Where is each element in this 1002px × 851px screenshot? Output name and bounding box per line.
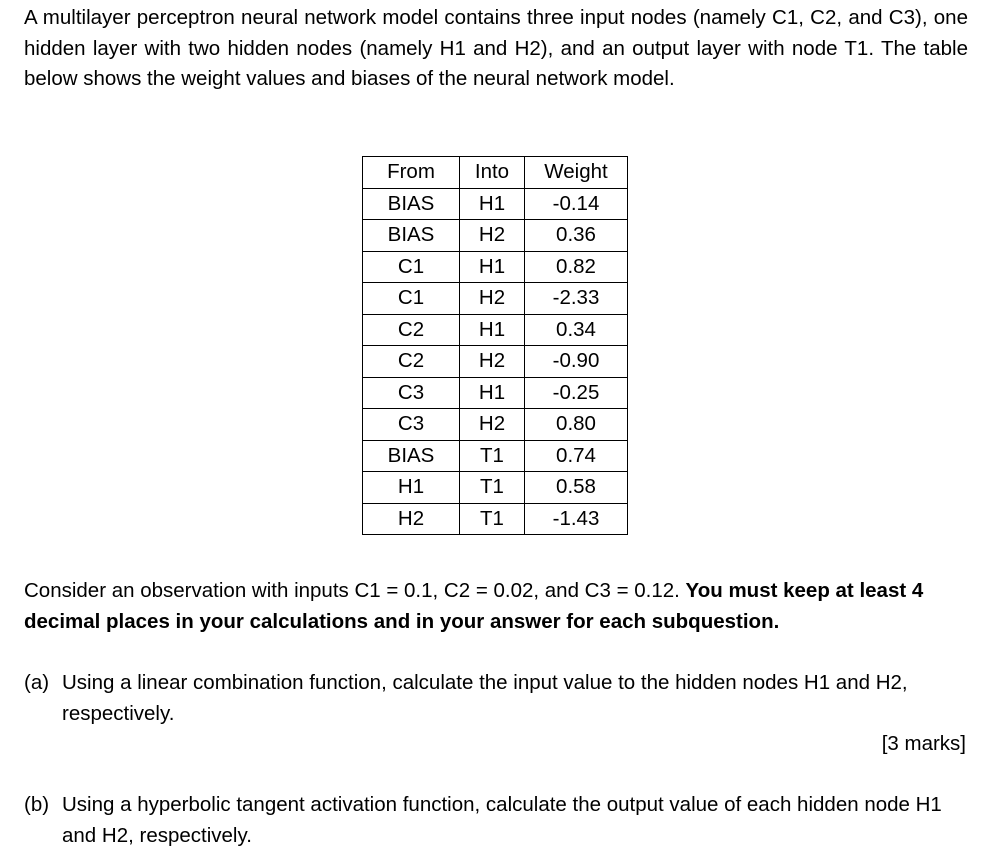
cell-into: H2: [460, 220, 525, 252]
cell-weight: 0.74: [525, 440, 628, 472]
table-row: [363, 314, 628, 346]
cell-weight: 0.58: [525, 472, 628, 504]
question-a-label: (a): [24, 671, 50, 694]
cell-from: BIAS: [363, 220, 460, 252]
cell-from: C2: [363, 346, 460, 378]
cell-into: T1: [460, 472, 525, 504]
table-header-row: [363, 157, 628, 189]
consider-instruction-bold: You must keep at least 4 decimal places in your calculations and in your answer for each subquestion.: [24, 579, 924, 633]
cell-into: H1: [460, 377, 525, 409]
cell-from: BIAS: [363, 188, 460, 220]
table-row: [363, 346, 628, 378]
question-b-text: Using a hyperbolic tangent activation function, calculate the output value of each hidden node H1 and H2, respectively.: [62, 793, 942, 847]
cell-from: C3: [363, 377, 460, 409]
table-row: [363, 472, 628, 504]
consider-inputs-text: Consider an observation with inputs C1 = 0.1, C2 = 0.02, and C3 = 0.12.: [24, 579, 686, 602]
table-row: [363, 409, 628, 441]
weights-table: [362, 156, 628, 535]
table-row: [363, 220, 628, 252]
cell-weight: -1.43: [525, 503, 628, 535]
table-row: [363, 503, 628, 535]
question-a: [24, 668, 968, 729]
cell-weight: 0.36: [525, 220, 628, 252]
cell-weight: -0.14: [525, 188, 628, 220]
cell-into: H2: [460, 283, 525, 315]
header-into: Into: [460, 157, 525, 189]
cell-weight: 0.34: [525, 314, 628, 346]
cell-weight: -0.90: [525, 346, 628, 378]
table-row: [363, 377, 628, 409]
cell-into: H1: [460, 251, 525, 283]
cell-weight: 0.80: [525, 409, 628, 441]
cell-weight: -0.25: [525, 377, 628, 409]
cell-from: C1: [363, 251, 460, 283]
cell-into: H2: [460, 346, 525, 378]
cell-weight: 0.82: [525, 251, 628, 283]
table-row: [363, 251, 628, 283]
cell-into: T1: [460, 503, 525, 535]
consider-paragraph: [24, 575, 968, 637]
intro-paragraph: A multilayer perceptron neural network model contains three input nodes (namely C1, C2, and C3), one hidden layer with two hidden nodes (namely H1 and H2), and an output layer with node T1. The table below shows the weight values and biases of the neural network model.: [24, 6, 968, 90]
table-row: [363, 188, 628, 220]
question-a-marks: [3 marks]: [881, 732, 966, 755]
header-weight: Weight: [525, 157, 628, 189]
question-b-label: (b): [24, 793, 50, 816]
header-from: From: [363, 157, 460, 189]
table-row: [363, 440, 628, 472]
cell-from: BIAS: [363, 440, 460, 472]
cell-into: T1: [460, 440, 525, 472]
cell-from: C1: [363, 283, 460, 315]
cell-from: H2: [363, 503, 460, 535]
cell-weight: -2.33: [525, 283, 628, 315]
cell-from: C2: [363, 314, 460, 346]
cell-into: H1: [460, 314, 525, 346]
cell-into: H2: [460, 409, 525, 441]
table-row: [363, 283, 628, 315]
cell-from: H1: [363, 472, 460, 504]
cell-from: C3: [363, 409, 460, 441]
question-a-text: Using a linear combination function, calculate the input value to the hidden nodes H1 and H2, respectively.: [62, 671, 908, 725]
cell-into: H1: [460, 188, 525, 220]
